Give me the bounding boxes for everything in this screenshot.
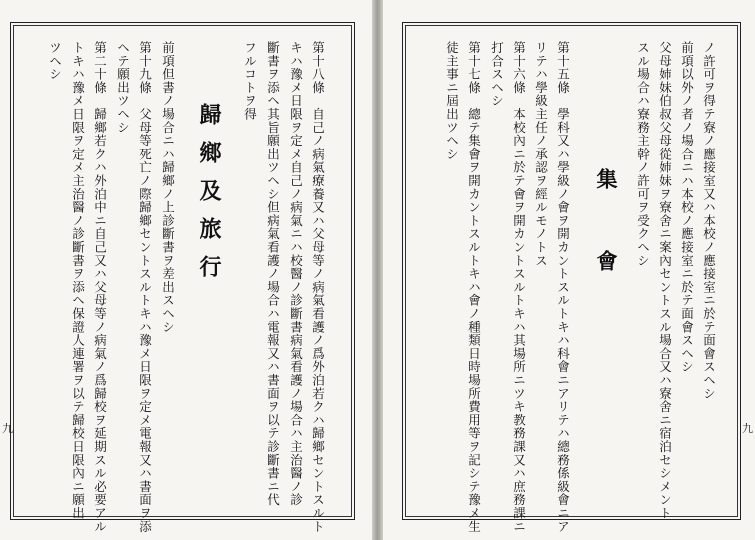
right-col-1: ノ許可ヲ得テ寮ノ應接室又ハ本校ノ應接室ニ於テ面會スヘシ: [701, 41, 717, 401]
left-col-10: ツヘシ: [47, 41, 63, 81]
right-col-6: リテハ學級主任ノ承認ヲ經ルモノトス: [533, 41, 549, 268]
right-col-10: 徒主事ニ屆出ツヘシ: [444, 41, 460, 161]
left-col-3: 斷書ヲ添ヘ其旨願出ツヘシ但病氣看護ノ場合ハ電報又ハ書面ヲ以テ診斷書ニ代: [265, 41, 281, 507]
left-col-5: 前項但書ノ場合ニハ歸鄉ノ上診斷書ヲ差出スヘシ: [160, 41, 176, 334]
left-page-frame: [10, 22, 355, 534]
left-col-4: フルコトヲ得: [242, 41, 258, 121]
right-page-frame: [402, 22, 741, 534]
section-heading-kikyo: 歸鄉及旅行: [196, 103, 222, 293]
right-col-8: 打合スヘシ: [489, 41, 505, 108]
left-col-6: 第十九條 父母等死亡ノ際歸鄉セントスルトキハ豫メ日限ヲ定メ電報又ハ書面ヲ添: [137, 41, 153, 534]
right-col-3: 父母姉妹伯叔父母從姉妹ヲ寮舍ニ案內セントスル場合又ハ寮舍ニ宿泊セシメント: [657, 41, 673, 520]
right-col-5: 第十五條 學科又ハ學級ノ會ヲ開カントスルトキハ科會ニアリテハ總務係級會ニア: [555, 41, 571, 534]
right-col-9: 第十七條 總テ集會ヲ開カントスルトキハ會ノ種類日時場所費用等ヲ記シテ豫メ生: [466, 41, 482, 534]
right-page-number: 九: [742, 422, 753, 435]
section-heading-shukai: 集 會: [594, 168, 619, 291]
left-col-8: 第二十條 歸鄉若クハ外泊中ニ自己又ハ父母等ノ病氣ノ爲歸校ヲ延期スル必要アル: [92, 41, 108, 534]
right-page: [383, 0, 755, 540]
left-page: [0, 0, 372, 540]
left-col-7: ヘテ願出ツヘシ: [115, 41, 131, 135]
right-col-4: スル場合ハ寮務主幹ノ許可ヲ受クヘシ: [635, 41, 651, 268]
left-col-9: トキハ豫メ日限ヲ定メ主治醫ノ診斷書ヲ添ヘ保證人連署ヲ以テ歸校日限內ニ願出: [70, 41, 86, 520]
book-gutter: [372, 0, 383, 540]
right-col-7: 第十六條 本校內ニ於テ會ヲ開カントスルトキハ其場所ニツキ教務課又ハ庶務課ニ: [511, 41, 527, 534]
right-col-2: 前項以外ノ者ノ場合ニハ本校ノ應接室ニ於テ面會スヘシ: [679, 41, 695, 374]
left-col-2: キハ豫メ日限ヲ定メ自己ノ病氣ニハ校醫ノ診斷書病氣看護ノ場合ハ主治醫ノ診: [288, 41, 304, 507]
left-col-1: 第十八條 自己ノ病氣療養又ハ父母等ノ病氣看護ノ爲外泊若クハ歸鄉セントスルト: [310, 41, 326, 534]
left-page-number: 九: [2, 422, 13, 435]
